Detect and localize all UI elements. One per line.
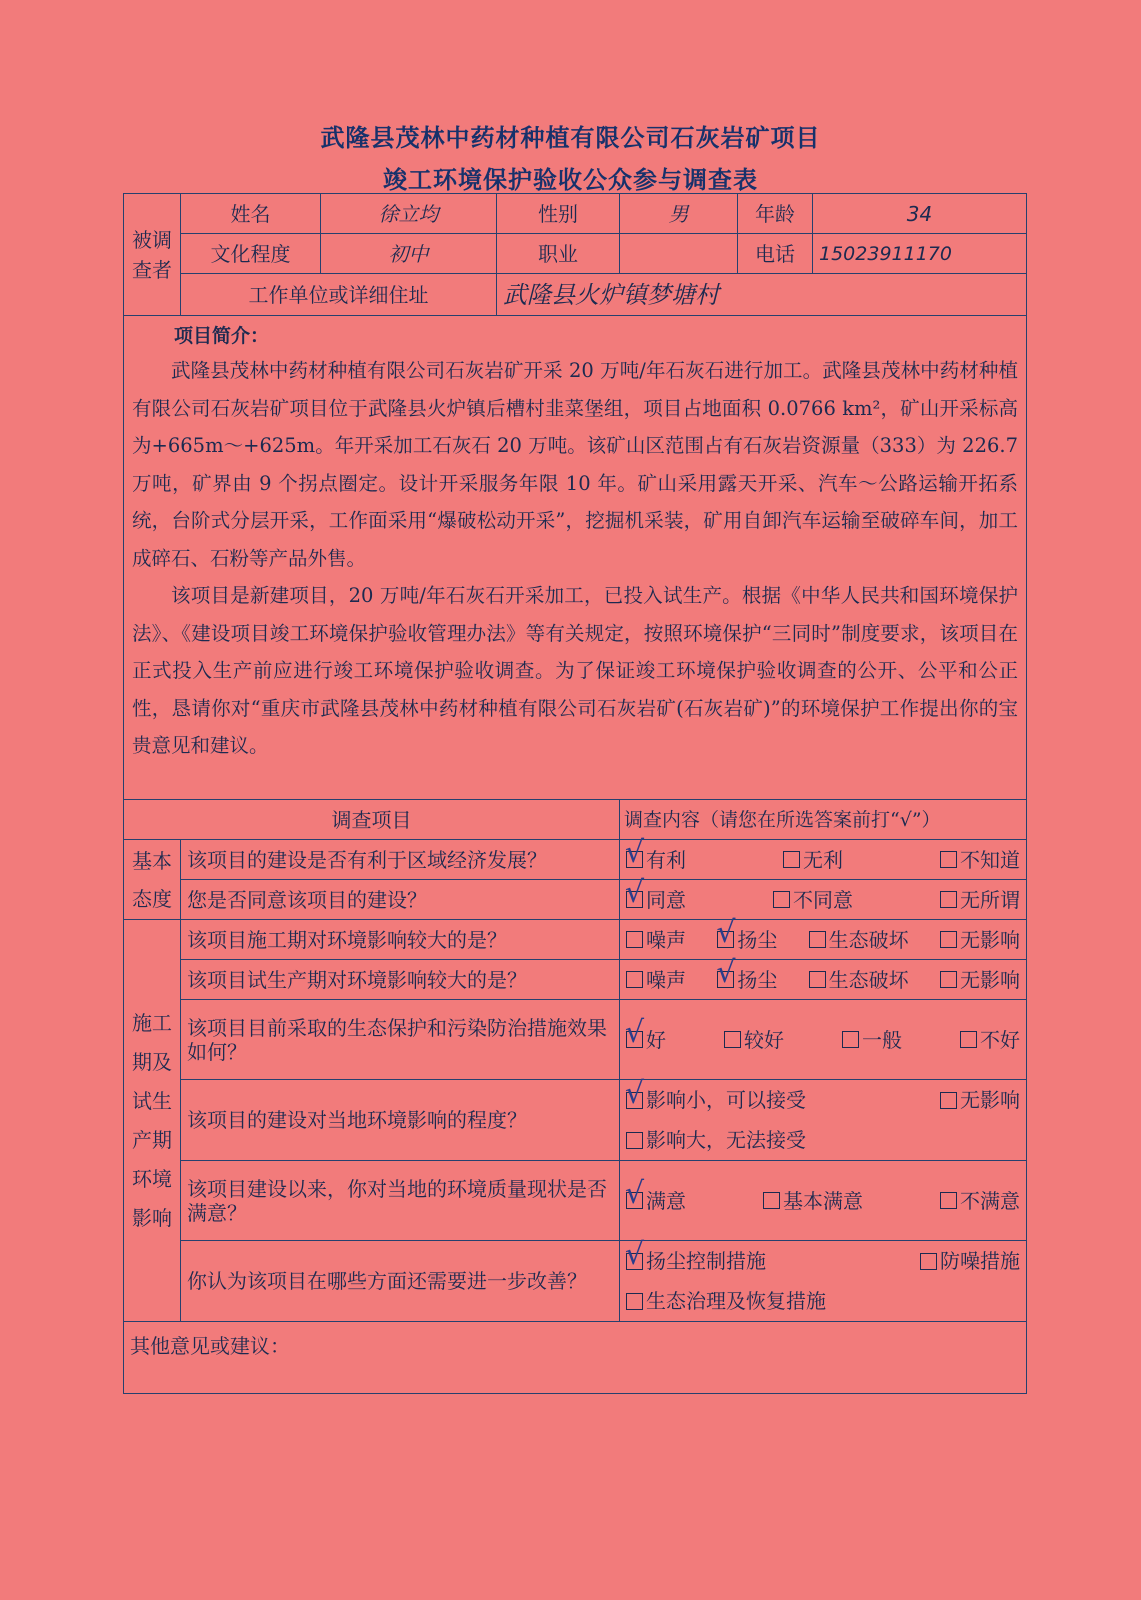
checkbox-icon xyxy=(960,1031,977,1048)
checkbox-icon xyxy=(625,1015,645,1050)
question-6: 该项目的建设对当地环境影响的程度？ xyxy=(181,1080,620,1161)
tick-mark-icon: √ xyxy=(716,955,736,990)
option-1a[interactable]: √ 有利 xyxy=(625,835,686,872)
option-5b[interactable]: 较好 xyxy=(724,1028,784,1052)
answer-2 xyxy=(620,875,1027,920)
question-7: 该项目建设以来，你对当地的环境质量现状是否满意？ xyxy=(181,1161,620,1241)
answer-7 xyxy=(620,1161,1027,1241)
age-label: 年龄 xyxy=(738,194,813,234)
checkbox-icon xyxy=(626,931,643,948)
option-7c[interactable]: 不满意 xyxy=(940,1189,1020,1213)
gender-label: 性别 xyxy=(497,194,620,234)
option-6a[interactable]: √ 影响小，可以接受 xyxy=(625,1075,806,1112)
tick-mark-icon: √ xyxy=(716,915,736,950)
option-3d[interactable]: 无影响 xyxy=(940,928,1020,952)
env-impact-label: 施工期及试生产期环境影响 xyxy=(124,920,181,1322)
checkbox-icon xyxy=(773,891,790,908)
other-comments-label: 其他意见或建议： xyxy=(130,1334,290,1358)
checkbox-icon xyxy=(842,1031,859,1048)
checkbox-icon xyxy=(626,971,643,988)
occupation-value xyxy=(620,234,738,274)
checkbox-icon xyxy=(809,971,826,988)
option-6c[interactable]: 影响大，无法接受 xyxy=(626,1120,806,1160)
checkbox-icon xyxy=(625,875,645,910)
option-5d[interactable]: 不好 xyxy=(960,1028,1020,1052)
education-label: 文化程度 xyxy=(181,234,321,274)
tick-mark-icon: √ xyxy=(625,1075,645,1111)
checkbox-icon xyxy=(940,1092,957,1109)
option-4c[interactable]: 生态破坏 xyxy=(809,968,909,992)
option-8c[interactable]: 生态治理及恢复措施 xyxy=(626,1281,826,1321)
question-4: 该项目试生产期对环境影响较大的是？ xyxy=(181,960,620,1000)
intro-heading: 项目简介： xyxy=(174,325,270,347)
tick-mark-icon: √ xyxy=(625,1176,645,1211)
option-5c[interactable]: 一般 xyxy=(842,1028,902,1052)
checkbox-icon xyxy=(626,1132,643,1149)
form-title: 武隆县茂林中药材种植有限公司石灰岩矿项目 xyxy=(320,124,821,152)
checkbox-icon xyxy=(625,1176,645,1211)
option-1b[interactable]: 无利 xyxy=(783,848,843,872)
checkbox-icon xyxy=(940,1192,957,1209)
checkbox-icon xyxy=(940,931,957,948)
question-1: 该项目的建设是否有利于区域经济发展？ xyxy=(181,840,620,880)
question-8: 你认为该项目在哪些方面还需要进一步改善？ xyxy=(181,1241,620,1322)
checkbox-icon xyxy=(625,1236,645,1272)
option-7b[interactable]: 基本满意 xyxy=(763,1189,863,1213)
checkbox-icon xyxy=(763,1192,780,1209)
basic-attitude-label: 基本态度 xyxy=(124,840,181,920)
option-3b[interactable]: √ 扬尘 xyxy=(716,915,778,952)
address-label: 工作单位或详细住址 xyxy=(181,274,497,316)
option-2b[interactable]: 不同意 xyxy=(773,888,853,912)
project-intro xyxy=(124,316,1027,800)
answer-8 xyxy=(620,1236,1027,1322)
option-4b[interactable]: √ 扬尘 xyxy=(716,955,778,992)
checkbox-icon xyxy=(920,1253,937,1270)
respondent-group-label: 被调查者 xyxy=(124,194,181,316)
question-5: 该项目目前采取的生态保护和污染防治措施效果如何？ xyxy=(181,1000,620,1080)
option-3c[interactable]: 生态破坏 xyxy=(809,928,909,952)
occupation-label: 职业 xyxy=(497,234,620,274)
answer-5 xyxy=(620,1000,1027,1080)
answer-4 xyxy=(620,955,1027,1000)
option-2a[interactable]: √ 同意 xyxy=(625,875,686,912)
phone-label: 电话 xyxy=(738,234,813,274)
checkbox-icon xyxy=(716,955,736,990)
option-8a[interactable]: √ 扬尘控制措施 xyxy=(625,1236,766,1273)
tick-mark-icon: √ xyxy=(625,835,645,870)
other-comments[interactable] xyxy=(124,1322,1027,1394)
option-5a[interactable]: √ 好 xyxy=(625,1015,666,1052)
answer-3 xyxy=(620,915,1027,960)
option-1c[interactable]: 不知道 xyxy=(940,848,1020,872)
checkbox-icon xyxy=(783,851,800,868)
checkbox-icon xyxy=(626,1293,643,1310)
form-subtitle: 竣工环境保护验收公众参与调查表 xyxy=(383,166,758,194)
checkbox-icon xyxy=(625,835,645,870)
address-value: 武隆县火炉镇梦塘村 xyxy=(497,274,1027,316)
name-value: 徐立均 xyxy=(321,194,497,234)
option-6b[interactable]: 无影响 xyxy=(940,1080,1020,1120)
option-7a[interactable]: √ 满意 xyxy=(625,1176,686,1213)
survey-item-header: 调查项目 xyxy=(124,800,620,840)
option-2c[interactable]: 无所谓 xyxy=(940,888,1020,912)
checkbox-icon xyxy=(625,1075,645,1111)
checkbox-icon xyxy=(716,915,736,950)
age-value: 34 xyxy=(813,194,1027,234)
question-2: 您是否同意该项目的建设？ xyxy=(181,880,620,920)
answer-1 xyxy=(620,835,1027,880)
intro-paragraph-2: 该项目是新建项目，20 万吨/年石灰石开采加工，已投入试生产。根据《中华人民共和国环境保护法》、《建设项目竣工环境保护验收管理办法》等有关规定，按照环境保护“三同时”制度要求，该项目在正式投入生产前应进行竣工环境保护验收调查。为了保证竣工环境保护验收调查的公开、公平和公正性，恳请你对“重庆市武隆县茂林中药材种植有限公司石灰岩矿(石灰岩矿)”的环境保护工作提出你的宝贵意见和建议。 xyxy=(132,584,1018,757)
survey-table xyxy=(123,193,1027,1394)
checkbox-icon xyxy=(809,931,826,948)
option-3a[interactable]: 噪声 xyxy=(626,928,686,952)
tick-mark-icon: √ xyxy=(625,1236,645,1272)
intro-paragraph-1: 武隆县茂林中药材种植有限公司石灰岩矿开采 20 万吨/年石灰石进行加工。武隆县茂林中药材种植有限公司石灰岩矿项目位于武隆县火炉镇后槽村韭菜堡组，项目占地面积 0.0766 km²，矿山开采标高为+665m～+625m。年开采加工石灰石 20 万吨。该矿山区范围占有石灰岩资源量（333）为 226.7 万吨，矿界由 9 个拐点圈定。设计开采服务年限 10 年。矿山采用露天开采、汽车～公路运输开拓系统，台阶式分层开采，工作面采用“爆破松动开采”，挖掘机采装，矿用自卸汽车运输至破碎车间，加工成碎石、石粉等产品外售。 xyxy=(132,359,1018,570)
answer-6 xyxy=(620,1075,1027,1161)
option-4a[interactable]: 噪声 xyxy=(626,968,686,992)
option-4d[interactable]: 无影响 xyxy=(940,968,1020,992)
checkbox-icon xyxy=(940,971,957,988)
name-label: 姓名 xyxy=(181,194,321,234)
tick-mark-icon: √ xyxy=(625,875,645,910)
checkbox-icon xyxy=(940,891,957,908)
checkbox-icon xyxy=(724,1031,741,1048)
question-3: 该项目施工期对环境影响较大的是？ xyxy=(181,920,620,960)
education-value: 初中 xyxy=(321,234,497,274)
phone-value: 15023911170 xyxy=(813,234,1027,274)
tick-mark-icon: √ xyxy=(625,1015,645,1050)
gender-value: 男 xyxy=(620,194,738,234)
checkbox-icon xyxy=(940,851,957,868)
option-8b[interactable]: 防噪措施 xyxy=(920,1241,1020,1281)
survey-content-header: 调查内容（请您在所选答案前打“√”） xyxy=(620,800,1027,840)
